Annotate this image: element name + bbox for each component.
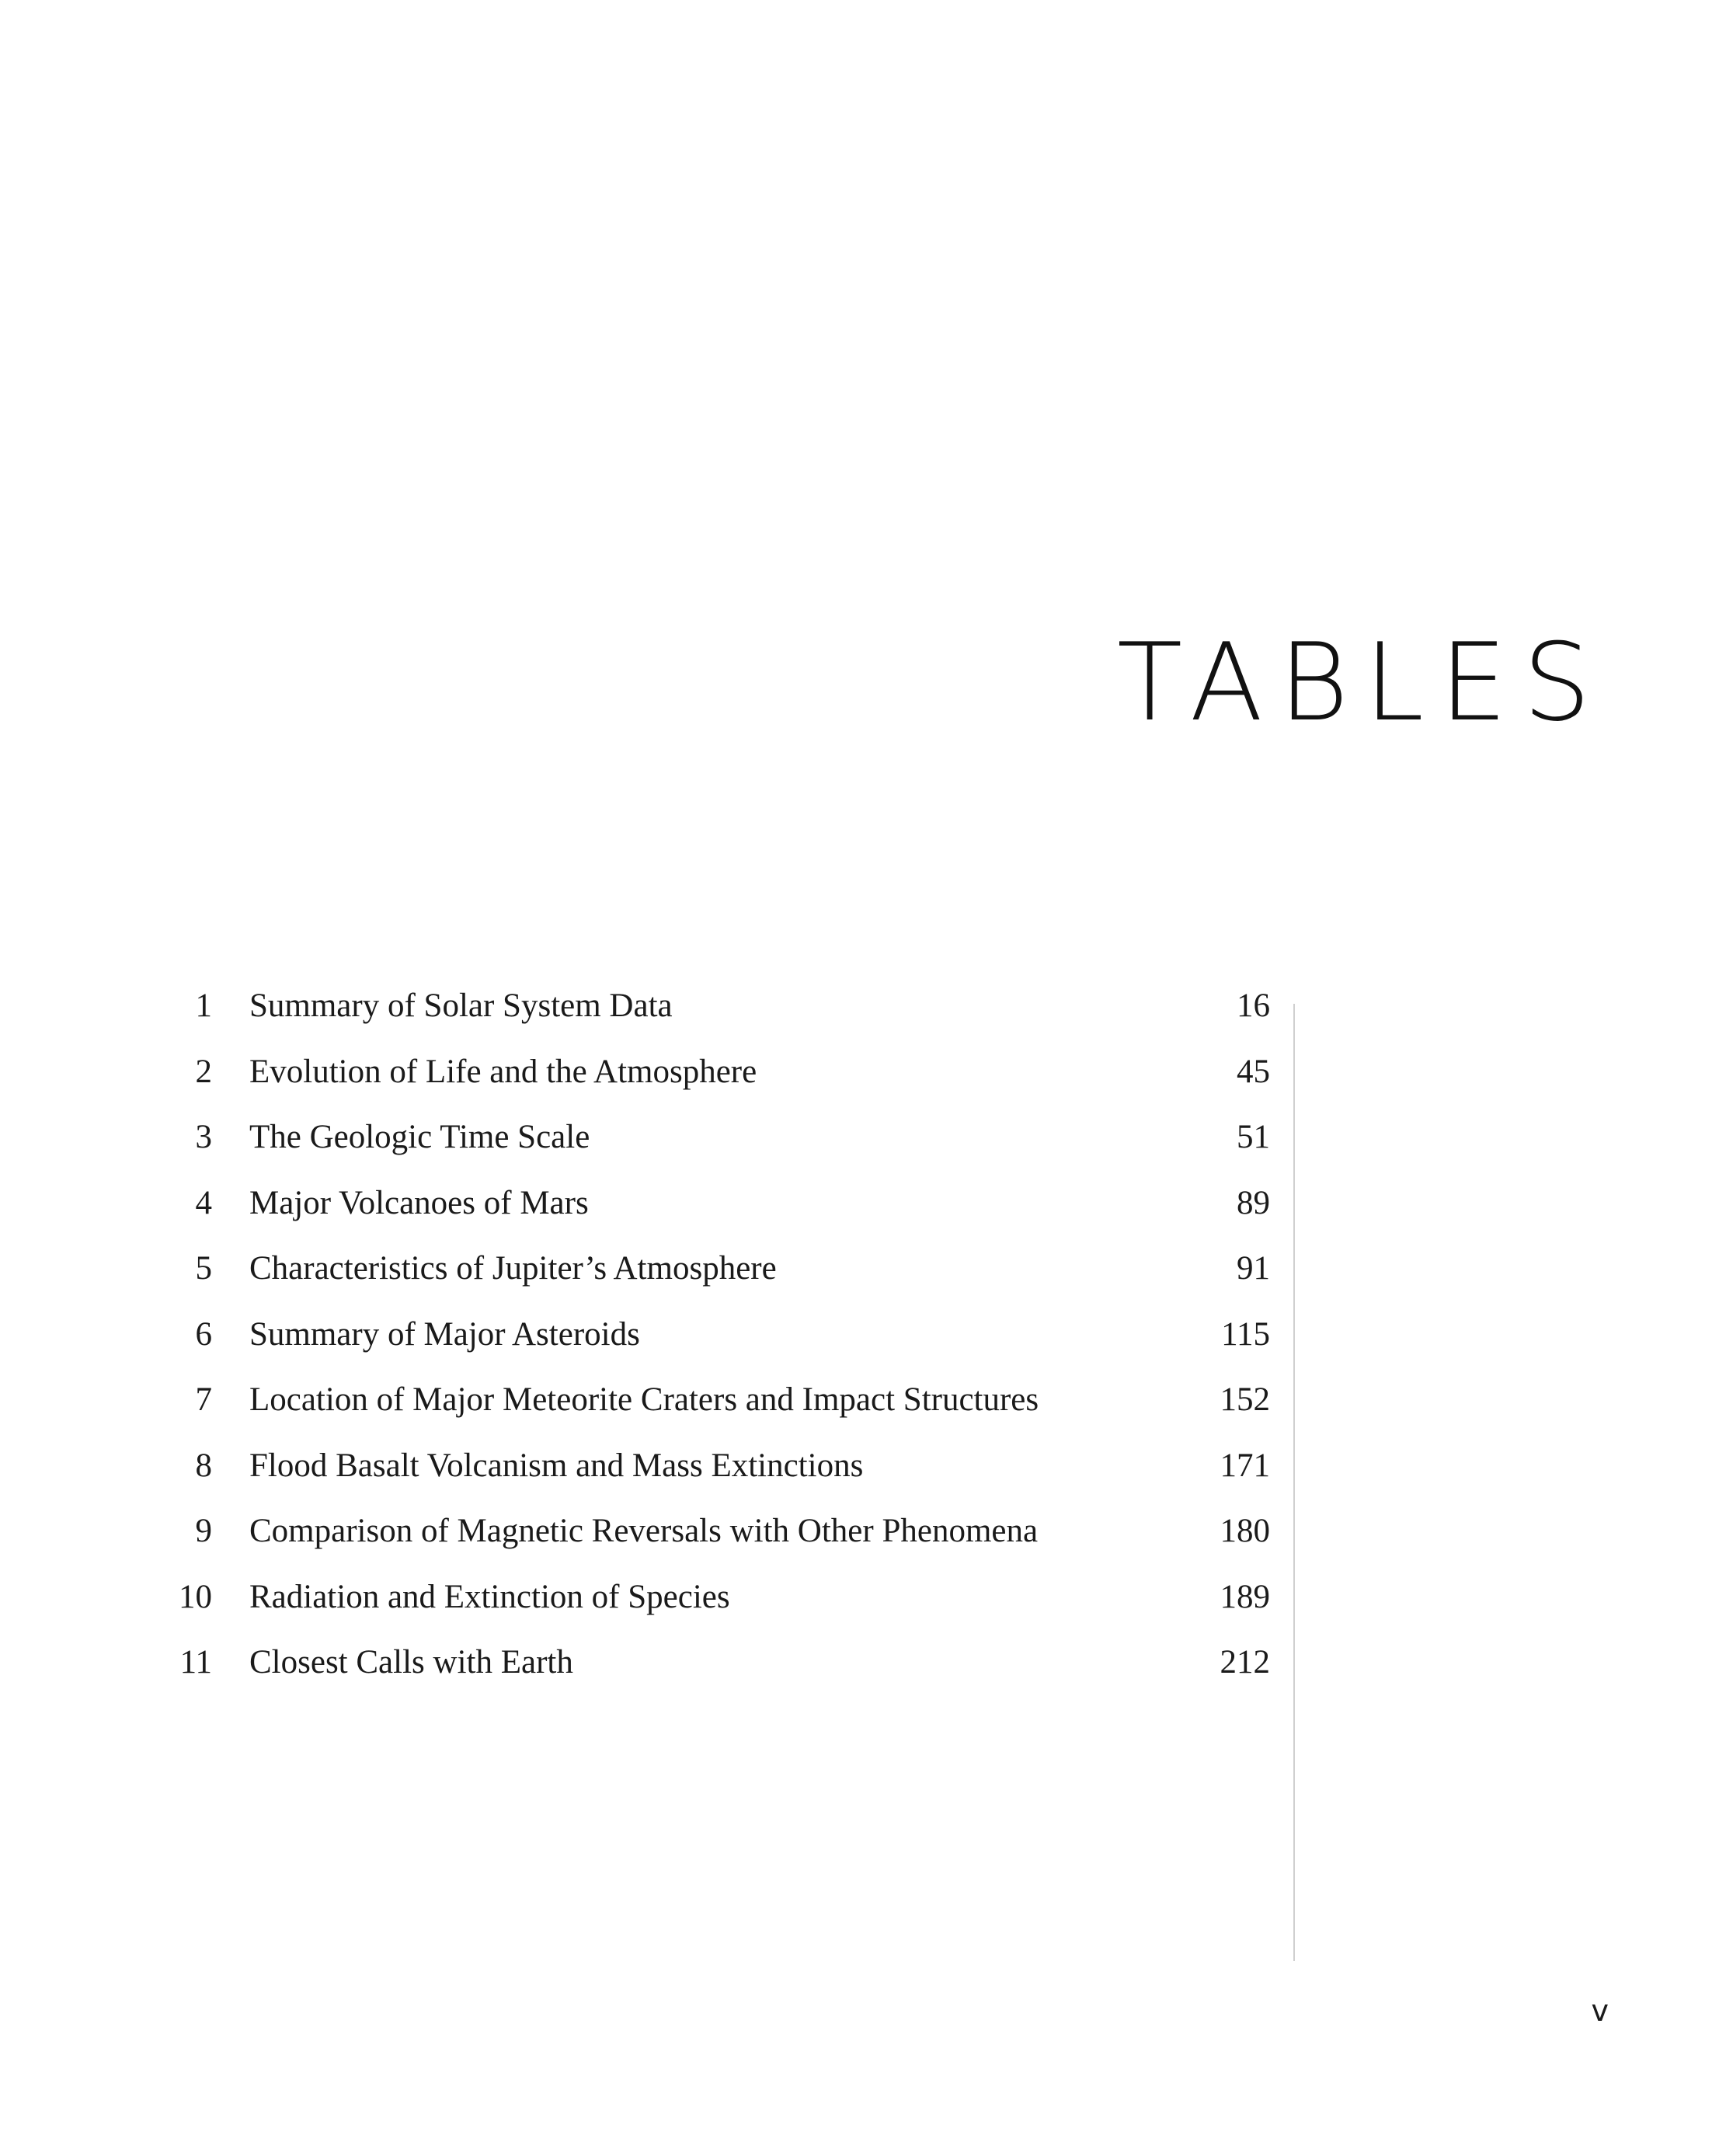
table-page-number: 91 <box>1237 1250 1270 1287</box>
vertical-divider <box>1293 1004 1295 1961</box>
table-entry <box>159 1381 1270 1447</box>
table-entry <box>159 1184 1270 1250</box>
table-title: Radiation and Extinction of Species <box>249 1578 730 1615</box>
table-page-number: 171 <box>1220 1447 1270 1484</box>
table-entry <box>159 1315 1270 1381</box>
table-entry <box>159 1053 1270 1119</box>
table-entry <box>159 1447 1270 1513</box>
table-title: Closest Calls with Earth <box>249 1644 573 1681</box>
table-entry <box>159 1643 1270 1709</box>
table-title: Major Volcanoes of Mars <box>249 1184 589 1221</box>
table-entry <box>159 987 1270 1053</box>
page-folio: v <box>1591 1994 1609 2028</box>
table-number: 8 <box>195 1447 212 1484</box>
table-number: 9 <box>195 1513 212 1549</box>
table-title: Summary of Major Asteroids <box>249 1315 640 1353</box>
table-title: The Geologic Time Scale <box>249 1119 590 1155</box>
table-number: 7 <box>195 1381 212 1418</box>
table-number: 6 <box>195 1315 212 1353</box>
table-entry <box>159 1512 1270 1578</box>
table-title: Location of Major Meteorite Craters and Impact Structures <box>249 1381 1039 1418</box>
table-number: 10 <box>179 1578 212 1615</box>
table-page-number: 89 <box>1237 1184 1270 1221</box>
table-number: 3 <box>195 1119 212 1155</box>
table-number: 11 <box>179 1644 212 1681</box>
table-entry <box>159 1118 1270 1184</box>
table-page-number: 45 <box>1237 1053 1270 1090</box>
table-title: Characteristics of Jupiter’s Atmosphere <box>249 1250 777 1287</box>
table-page-number: 51 <box>1237 1119 1270 1155</box>
table-page-number: 115 <box>1221 1315 1270 1353</box>
table-entry <box>159 1578 1270 1644</box>
table-number: 5 <box>195 1250 212 1287</box>
table-number: 2 <box>195 1053 212 1090</box>
table-title: Comparison of Magnetic Reversals with Other Phenomena <box>249 1513 1039 1549</box>
tables-list <box>159 987 1270 1709</box>
page-title: TABLES <box>1116 620 1606 745</box>
table-page-number: 189 <box>1220 1578 1270 1615</box>
table-number: 4 <box>195 1184 212 1221</box>
table-entry <box>159 1249 1270 1315</box>
table-page-number: 152 <box>1220 1381 1270 1418</box>
table-title: Summary of Solar System Data <box>249 987 673 1024</box>
table-title: Flood Basalt Volcanism and Mass Extinctions <box>249 1447 864 1484</box>
table-page-number: 16 <box>1237 987 1270 1024</box>
table-page-number: 180 <box>1220 1513 1270 1549</box>
table-number: 1 <box>195 987 212 1024</box>
table-page-number: 212 <box>1220 1644 1270 1681</box>
table-title: Evolution of Life and the Atmosphere <box>249 1053 757 1090</box>
